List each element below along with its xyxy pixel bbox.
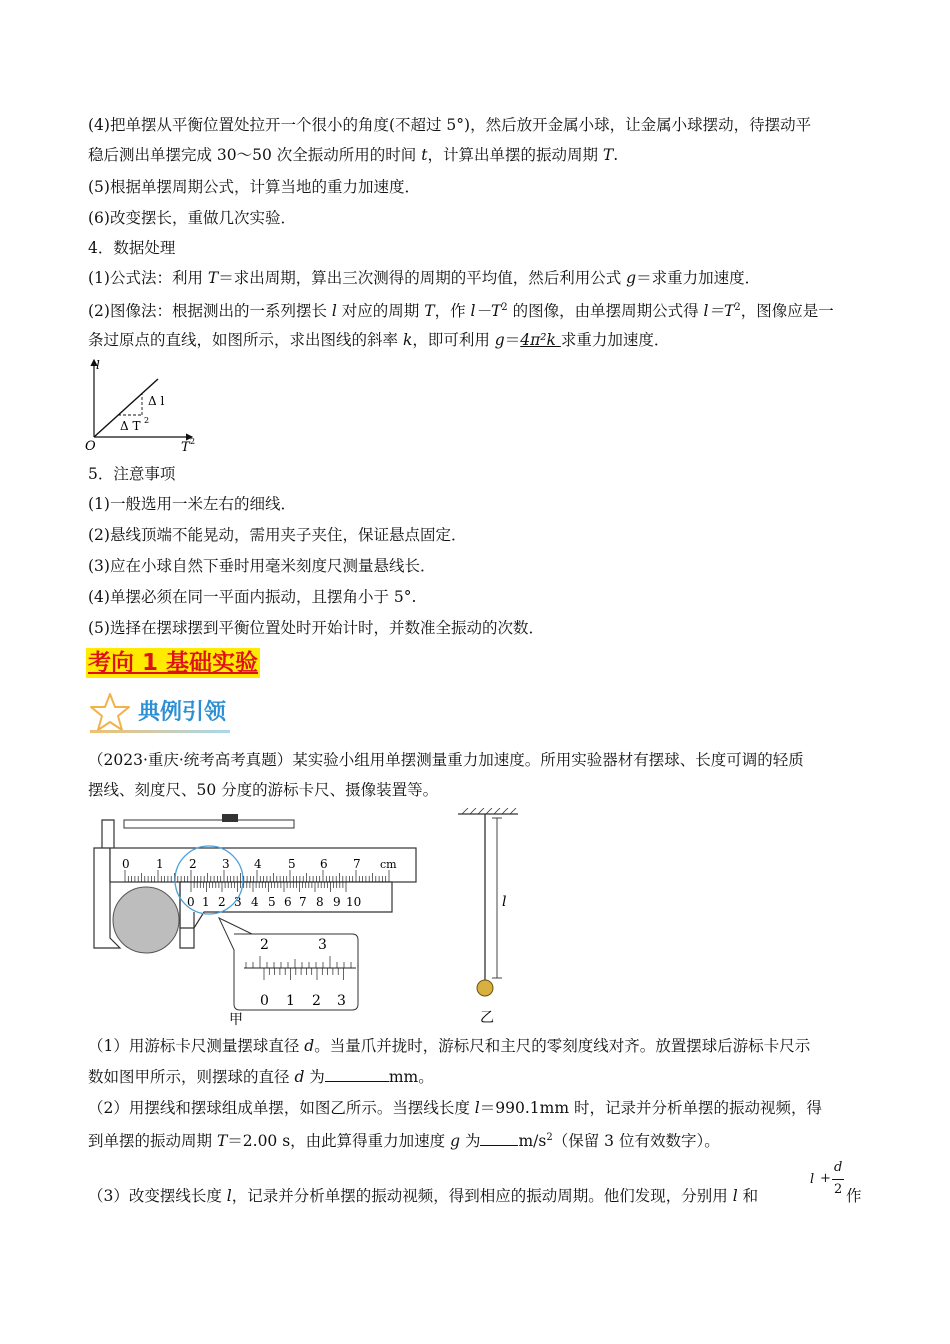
q1-line-1 [88, 1036, 810, 1056]
var-T: T [424, 302, 435, 321]
vern-2: 2 [218, 895, 226, 909]
zoom-main-3: 3 [318, 937, 327, 953]
step-4-line-2 [88, 145, 618, 165]
frac-l: l [810, 1172, 815, 1187]
q2-line-2 [88, 1128, 720, 1151]
delta-t2-sup: 2 [144, 416, 150, 425]
star-icon [88, 691, 132, 735]
graph-text-b: 对应的周期 [336, 302, 425, 321]
q1-text-c: 数如图甲所示，则摆球的直径 [88, 1068, 295, 1086]
graph-method-line-1 [88, 298, 834, 321]
var-d: d [304, 1037, 315, 1055]
answer-blank-d[interactable] [325, 1067, 389, 1082]
var-T: T [207, 269, 219, 287]
axis-t2-label: T [181, 440, 190, 455]
graph2-text-c: 求重力加速度． [560, 331, 670, 349]
q2-text-e: 为 [460, 1132, 481, 1151]
vernier-caliper-figure [84, 808, 424, 1030]
l-t2-graph [84, 355, 204, 455]
var-T: T [216, 1132, 228, 1151]
vern-3: 3 [234, 895, 242, 909]
q2-unit-sup: 2 [546, 1132, 553, 1143]
main-2: 2 [189, 857, 197, 871]
fraction-l-plus-d-over-2 [808, 1158, 848, 1206]
note-2: (2)悬线顶端不能晃动，需用夹子夹住，保证悬点固定． [88, 526, 467, 544]
graph2-text-b: ，即可利用 [412, 331, 495, 349]
pendulum-figure [452, 808, 528, 1028]
delta-t2-label: Δ T [120, 419, 141, 433]
q3-text-c: 和 [737, 1187, 759, 1205]
var-g: g [626, 269, 637, 287]
figure-yi-label: 乙 [480, 1010, 494, 1026]
q3-text-a: （3）改变摆线长度 [88, 1187, 227, 1205]
q2-text-c: 到单摆的振动周期 [88, 1132, 217, 1151]
formula-text-b: ＝求出周期，算出三次测得的周期的平均值，然后利用公式 [218, 269, 627, 287]
frac-bar [832, 1179, 844, 1180]
period: . [613, 146, 619, 164]
graph-text-d: 的图像，由单摆周期公式得 [507, 302, 704, 321]
var-g: g [494, 331, 505, 349]
vern-6: 6 [284, 895, 292, 909]
q3-text-b: ，记录并分析单摆的振动视频，得到相应的振动周期。他们发现，分别用 [231, 1187, 733, 1205]
section-heading: 考向 1 基础实验 [88, 650, 259, 676]
vern-8: 8 [316, 895, 324, 909]
q2-text-f: （保留 3 位有效数字）。 [552, 1132, 720, 1151]
axis-l-label: l [96, 358, 100, 372]
q2-unit: m/s [518, 1132, 547, 1151]
vern-1: 1 [202, 895, 210, 909]
formula-text-a: (1)公式法：利用 [88, 269, 208, 287]
q1-text-b: 。当量爪并拢时，游标尺和主尺的零刻度线对齐。放置摆球后游标卡尺示 [314, 1037, 811, 1055]
superscript: 2 [734, 302, 741, 313]
var-l: l [732, 1187, 738, 1205]
q1-text-e: 为 [304, 1068, 325, 1086]
vern-5: 5 [268, 895, 276, 909]
vern-0: 0 [187, 895, 195, 909]
q2-text-d: ＝2.00 s，由此算得重力加速度 [227, 1132, 451, 1151]
step-6: (6)改变摆长，重做几次实验． [88, 209, 296, 227]
q2-text-a: （2）用摆线和摆球组成单摆，如图乙所示。当摆线长度 [88, 1099, 475, 1117]
step-5: (5)根据单摆周期公式，计算当地的重力加速度． [88, 178, 420, 196]
main-cm: cm [380, 858, 397, 871]
graph-text-f: ，图像应是一 [740, 302, 834, 321]
q1-text-a: （1）用游标卡尺测量摆球直径 [88, 1037, 305, 1055]
vern-7: 7 [299, 895, 307, 909]
zoom-main-2: 2 [260, 937, 269, 953]
figure-jia-label: 甲 [229, 1012, 243, 1028]
example-label: 典例引领 [138, 700, 227, 725]
graph-method-line-2 [88, 330, 669, 350]
g-formula: 4π²k [520, 331, 561, 349]
data-processing-title: 4．数据处理 [88, 239, 176, 257]
formula-text-c: ＝求重力加速度． [636, 269, 761, 287]
q3-end: 作 [846, 1187, 862, 1205]
main-0: 0 [122, 857, 130, 871]
step-4-text-b: ，计算出单摆的振动周期 [427, 146, 603, 164]
var-l: l [474, 1099, 480, 1117]
q2-text-b: ＝990.1mm 时，记录并分析单摆的振动视频，得 [479, 1099, 822, 1117]
screw-knob [222, 814, 238, 822]
origin-label: O [85, 439, 96, 454]
step-4-text: 稳后测出单摆完成 30～50 次全振动所用的时间 [88, 146, 422, 164]
var-l-T: l－T [470, 302, 502, 321]
graph2-text-a: 条过原点的直线，如图所示，求出图线的斜率 [88, 331, 403, 349]
example-underline [90, 730, 230, 733]
q2-line-1 [88, 1098, 822, 1118]
vern-9: 9 [333, 895, 341, 909]
zoom-vern-3: 3 [337, 993, 346, 1009]
note-3: (3)应在小球自然下垂时用毫米刻度尺测量悬线长． [88, 557, 436, 575]
note-5: (5)选择在摆球摆到平衡位置处时开始计时，并数准全振动的次数． [88, 619, 544, 637]
length-l-label: l [502, 894, 507, 910]
vern-4: 4 [251, 895, 259, 909]
delta-l-label: Δ l [148, 394, 165, 408]
main-5: 5 [288, 857, 296, 871]
var-l: l [331, 302, 337, 321]
vern-10: 10 [346, 895, 362, 909]
pendulum-ball [113, 887, 179, 953]
var-T: T [602, 146, 614, 164]
var-l: l [226, 1187, 232, 1205]
equals: ＝ [504, 331, 521, 349]
frac-plus: + [820, 1171, 831, 1186]
main-7: 7 [353, 857, 361, 871]
zoom-vern-0: 0 [260, 993, 269, 1009]
q1-unit: mm。 [388, 1068, 434, 1086]
formula-method [88, 268, 760, 288]
note-4: (4)单摆必须在同一平面内振动，且摆角小于 5°. [88, 588, 417, 606]
var-t: t [421, 146, 428, 164]
q1-line-2 [88, 1067, 434, 1087]
axis-t2-sup: 2 [190, 437, 196, 446]
note-1: (1)一般选用一米左右的细线． [88, 495, 296, 513]
var-k: k [402, 331, 413, 349]
main-3: 3 [222, 857, 230, 871]
main-4: 4 [254, 857, 262, 871]
graph-text-a: (2)图像法：根据测出的一系列摆长 [88, 302, 332, 321]
q3-line-1 [88, 1186, 758, 1206]
main-1: 1 [156, 857, 164, 871]
superscript: 2 [501, 302, 508, 313]
notes-title: 5．注意事项 [88, 465, 176, 483]
var-g: g [450, 1132, 461, 1151]
var-l-eq-T: l＝T [703, 302, 735, 321]
graph-text-c: ，作 [434, 302, 471, 321]
problem-intro-2: 摆线、刻度尺、50 分度的游标卡尺、摄像装置等。 [88, 781, 439, 799]
answer-blank-g[interactable] [480, 1131, 518, 1146]
var-d: d [294, 1068, 305, 1086]
pendulum-bob [477, 980, 493, 996]
problem-intro-1: （2023·重庆·统考高考真题）某实验小组用单摆测量重力加速度。所用实验器材有摆球、长度可调的轻质 [88, 751, 804, 769]
step-4-line-1: (4)把单摆从平衡位置处拉开一个很小的角度(不超过 5°)，然后放开金属小球，让金属小球摆动，待摆动平 [88, 116, 812, 134]
main-6: 6 [320, 857, 328, 871]
frac-numerator: d [834, 1160, 843, 1175]
frac-denominator: 2 [834, 1182, 843, 1197]
zoom-vern-2: 2 [312, 993, 321, 1009]
zoom-vern-1: 1 [286, 993, 295, 1009]
